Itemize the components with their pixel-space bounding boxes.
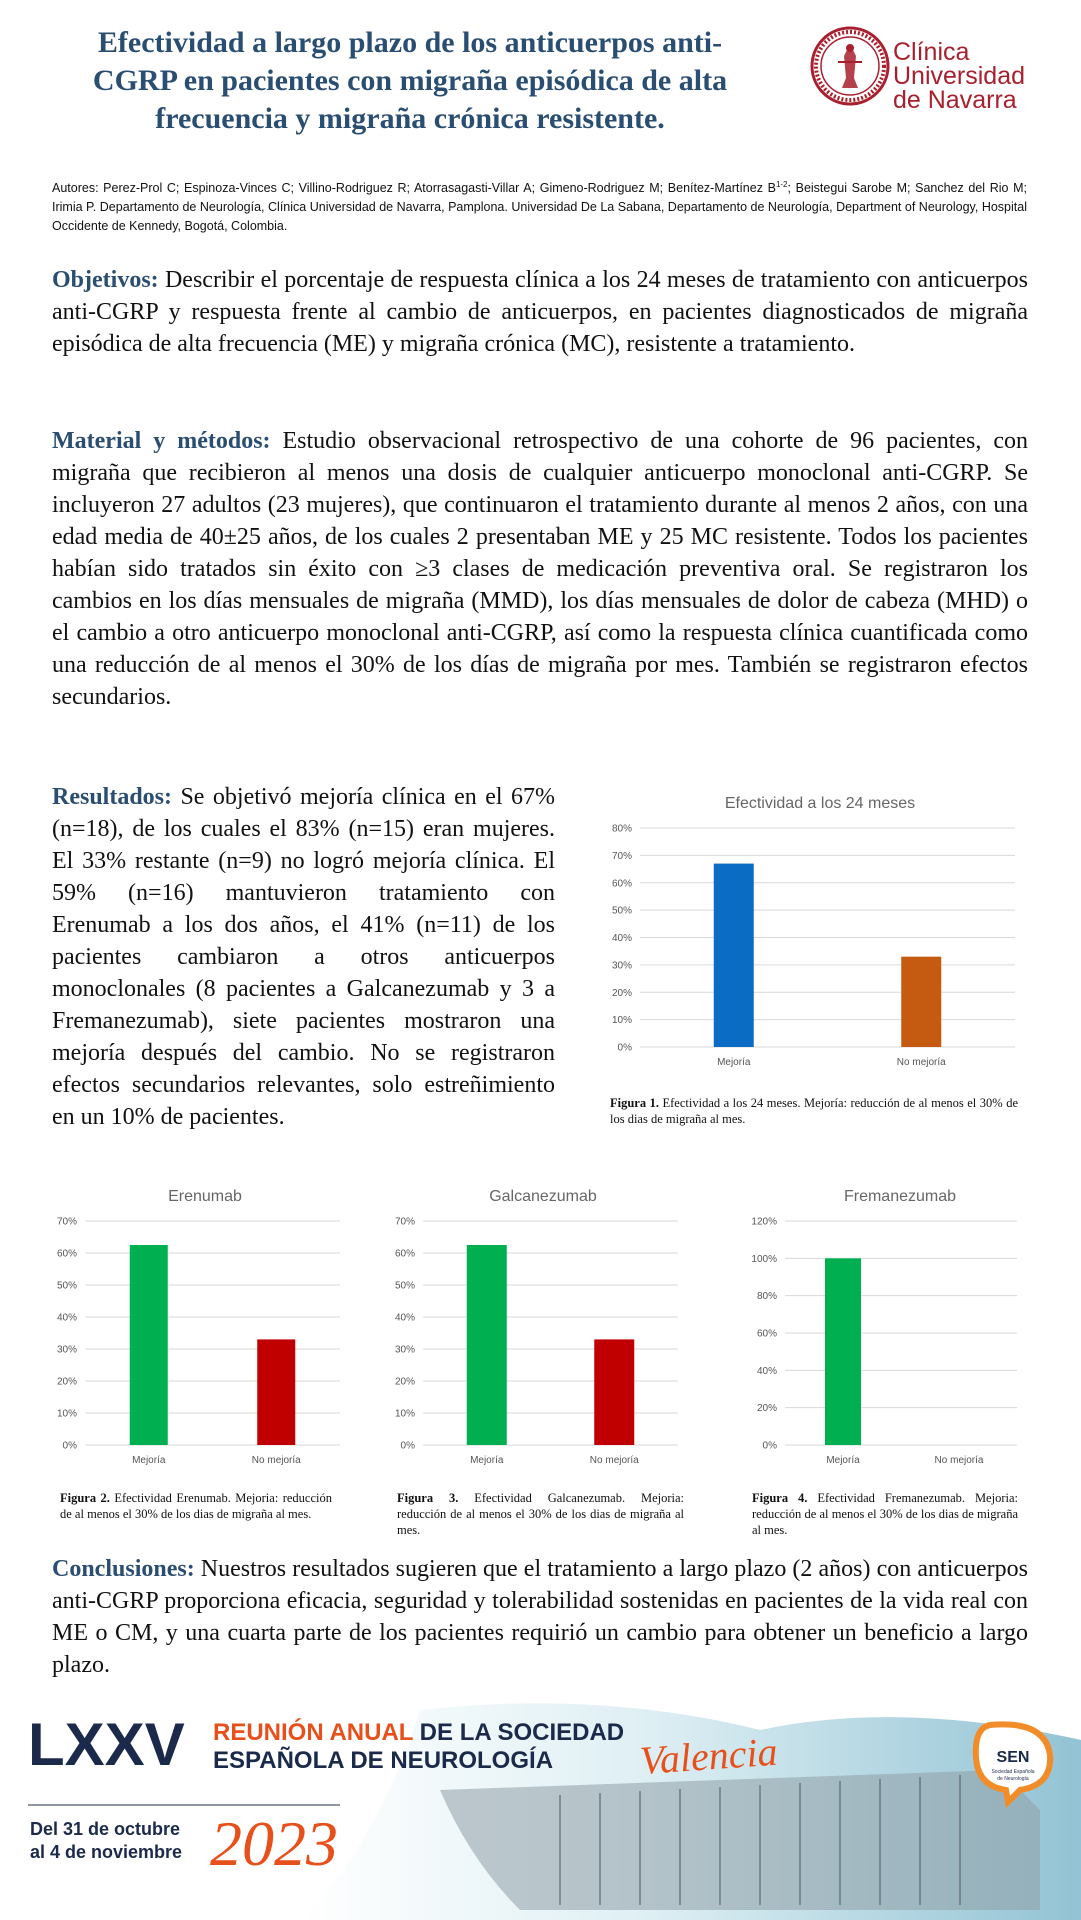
authors-text-1: Autores: Perez-Prol C; Espinoza-Vinces C; Villino-Rodriguez R; Atorrasagasti-Villar A; Gimeno-Rodriguez M; Benítez-Martínez B — [52, 181, 776, 196]
y-tick-label: 120% — [751, 1216, 777, 1228]
authors-superscript: 1-2 — [775, 180, 788, 189]
fig1-text: Efectividad a los 24 meses. Mejoría: reducción de al menos el 30% de los dias de migraña al mes. — [610, 1096, 1019, 1126]
y-tick-label: 50% — [611, 905, 632, 917]
university-seal-logo — [810, 26, 890, 106]
figure-4-caption — [752, 1490, 1018, 1538]
chart-title: Efectividad a los 24 meses — [724, 795, 916, 812]
objetivos-text: Describir el porcentaje de respuesta clínica a los 24 meses de tratamiento con anticuerpos anti-CGRP y respuesta frente al cambio de anticuerpos, en pacientes diagnosticados de migraña episódica de alta frecuencia (ME) y migraña crónica (MC), resistente a tratamiento. — [52, 267, 1028, 357]
chart-title: Fremanezumab — [843, 1188, 957, 1205]
y-tick-label: 40% — [611, 933, 632, 944]
y-tick-label: 50% — [56, 1280, 77, 1292]
conclusiones-heading: Conclusiones: — [52, 1556, 195, 1582]
y-tick-label: 0% — [400, 1440, 415, 1452]
y-tick-label: 0% — [762, 1440, 777, 1452]
y-tick-label: 70% — [611, 850, 632, 862]
y-tick-label: 0% — [617, 1042, 632, 1054]
fig1-label: Figura 1. — [610, 1096, 659, 1110]
sen-logo-text: SEN — [996, 1749, 1030, 1766]
y-tick-label: 40% — [56, 1312, 77, 1324]
y-tick-label: 10% — [611, 1015, 632, 1027]
x-category-label: No mejoría — [589, 1455, 639, 1466]
conclusiones-text: Nuestros resultados sugieren que el tratamiento a largo plazo (2 años) con anticuerpos anti-CGRP proporciona eficacia, seguridad y tolerabilidad sostenidas en pacientes de la vida real con ME o CM, y una cuarta parte de los pacientes requirió un cambio para obtener un beneficio a largo plazo. — [52, 1556, 1028, 1678]
footer-line-1 — [213, 1718, 624, 1746]
logo-line-1: Clínica — [893, 38, 970, 66]
footer-dates-1: Del 31 de octubre — [30, 1819, 181, 1839]
x-category-label: Mejoría — [470, 1455, 504, 1466]
bar-no-mejoria — [594, 1339, 634, 1445]
poster-title: Efectividad a largo plazo de los anticuerpos anti-CGRP en pacientes con migraña episódica de alta frecuencia y migraña crónica resistente. — [92, 26, 728, 135]
y-tick-label: 30% — [394, 1344, 415, 1356]
y-tick-label: 10% — [56, 1408, 77, 1420]
x-category-label: Mejoría — [132, 1455, 166, 1466]
y-tick-label: 100% — [751, 1253, 777, 1265]
footer-roman-numeral: LXXV — [28, 1711, 185, 1778]
chart-fremanezumab — [735, 1175, 1045, 1475]
y-tick-label: 40% — [394, 1312, 415, 1324]
x-category-label: No mejoría — [934, 1455, 984, 1466]
y-tick-label: 70% — [56, 1216, 77, 1228]
y-tick-label: 60% — [611, 878, 632, 890]
y-tick-label: 50% — [394, 1280, 415, 1292]
footer-year: 2023 — [210, 1808, 338, 1879]
x-category-label: No mejoría — [251, 1455, 301, 1466]
figure-3-caption — [397, 1490, 684, 1538]
authors-text-2: ; Beistegui Sarobe M; Sanchez del Rio M; Irimia P. Departamento de Neurología, Clínica Universidad de Navarra, Pamplona. Universidad De La Sabana, Departamento de Neurología, Department of Neurology, Hospital Occidente de Kennedy, Bogotá, Colombia. — [52, 181, 1027, 234]
fig2-text: Efectividad Erenumab. Mejoria: reducción de al menos el 30% de los dias de migraña al mes. — [60, 1491, 332, 1521]
fig4-text: Efectividad Fremanezumab. Mejoria: reducción de al menos el 30% de los dias de migraña al mes. — [752, 1491, 1018, 1537]
chart-efectividad-24-meses — [590, 782, 1030, 1072]
y-tick-label: 60% — [56, 1248, 77, 1260]
y-tick-label: 10% — [394, 1408, 415, 1420]
figure-1-caption — [610, 1095, 1018, 1127]
fig3-text: Efectividad Galcanezumab. Mejoria: reducción de al menos el 30% de los dias de migraña al mes. — [397, 1491, 685, 1537]
y-tick-label: 20% — [611, 987, 632, 999]
footer-line-2: ESPAÑOLA DE NEUROLOGÍA — [213, 1747, 554, 1774]
y-tick-label: 80% — [756, 1291, 777, 1303]
y-tick-label: 60% — [756, 1328, 777, 1340]
chart-title: Galcanezumab — [489, 1188, 597, 1205]
bar-mejoria — [130, 1245, 168, 1445]
section-objetivos — [52, 264, 1028, 360]
y-tick-label: 80% — [611, 823, 632, 835]
bar-mejoria — [714, 864, 754, 1047]
bar-no-mejoria — [257, 1339, 295, 1445]
x-category-label: Mejoría — [826, 1455, 860, 1466]
objetivos-heading: Objetivos: — [52, 267, 159, 293]
y-tick-label: 30% — [611, 960, 632, 972]
y-tick-label: 20% — [756, 1403, 777, 1415]
bar-no-mejoria — [901, 957, 941, 1047]
figure-2-caption — [60, 1490, 332, 1522]
sen-logo-sub-1: Sociedad Española — [991, 1769, 1035, 1775]
y-tick-label: 60% — [394, 1248, 415, 1260]
y-tick-label: 30% — [56, 1344, 77, 1356]
section-resultados — [52, 781, 555, 1133]
resultados-heading: Resultados: — [52, 784, 173, 810]
footer-line1a: REUNIÓN ANUAL — [213, 1719, 414, 1746]
fig2-label: Figura 2. — [60, 1491, 110, 1505]
authors-affiliations — [52, 175, 1027, 236]
y-tick-label: 20% — [394, 1376, 415, 1388]
y-tick-label: 70% — [394, 1216, 415, 1228]
logo-line-3: de Navarra — [893, 86, 1017, 114]
section-metodos — [52, 425, 1028, 713]
y-tick-label: 40% — [756, 1365, 777, 1377]
x-category-label: Mejoría — [717, 1057, 751, 1068]
metodos-text: Estudio observacional retrospectivo de una cohorte de 96 pacientes, con migraña que recibieron al menos una dosis de cualquier anticuerpo monoclonal anti-CGRP. Se incluyeron 27 adultos (23 mujeres), que continuaron el tratamiento durante al menos 2 años, con una edad media de 40±25 años, de los cuales 2 presentaban ME y 25 MC resistente. Todos los pacientes habían sido tratados sin éxito con ≥3 clases de medicación preventiva oral. Se registraron los cambios en los días mensuales de migraña (MMD), los días mensuales de dolor de cabeza (MHD) o el cambio a otro anticuerpo monoclonal anti-CGRP, así como la respuesta clínica cuantificada como una reducción de al menos el 30% de los días de migraña por mes. También se registraron efectos secundarios. — [52, 428, 1028, 710]
sen-logo-sub-2: de Neurología — [997, 1776, 1029, 1782]
bar-mejoria — [825, 1258, 861, 1445]
metodos-heading: Material y métodos: — [52, 428, 271, 454]
clinic-logo-text — [893, 40, 1025, 112]
chart-erenumab — [40, 1175, 350, 1475]
section-conclusiones — [52, 1553, 1028, 1681]
x-category-label: No mejoría — [896, 1057, 946, 1068]
congress-footer-banner — [0, 1700, 1081, 1920]
resultados-text: Se objetivó mejoría clínica en el 67% (n=18), de los cuales el 83% (n=15) eran mujeres. El 33% restante (n=9) no logró mejoría clínica. El 59% (n=16) mantuvieron tratamiento con Erenumab a los dos años, el 41% (n=11) de los pacientes cambiaron a otros anticuerpos monoclonales (8 pacientes a Galcanezumab y 3 a Fremanezumab), siete pacientes mostraron una mejoría después del cambio. No se registraron efectos secundarios relevantes, solo estreñimiento en un 10% de pacientes. — [52, 784, 555, 1130]
logo-line-2: Universidad — [893, 62, 1026, 90]
footer-line1b: DE LA SOCIEDAD — [413, 1719, 625, 1746]
chart-galcanezumab — [378, 1175, 688, 1475]
footer-city: Valencia — [638, 1728, 779, 1784]
fig3-label: Figura 3. — [397, 1491, 459, 1505]
chart-title: Erenumab — [168, 1188, 242, 1205]
fig4-label: Figura 4. — [752, 1491, 808, 1505]
bar-mejoria — [467, 1245, 507, 1445]
y-tick-label: 0% — [62, 1440, 77, 1452]
footer-dates-2: al 4 de noviembre — [30, 1842, 183, 1862]
building-silhouette — [440, 1770, 1040, 1910]
y-tick-label: 20% — [56, 1376, 77, 1388]
